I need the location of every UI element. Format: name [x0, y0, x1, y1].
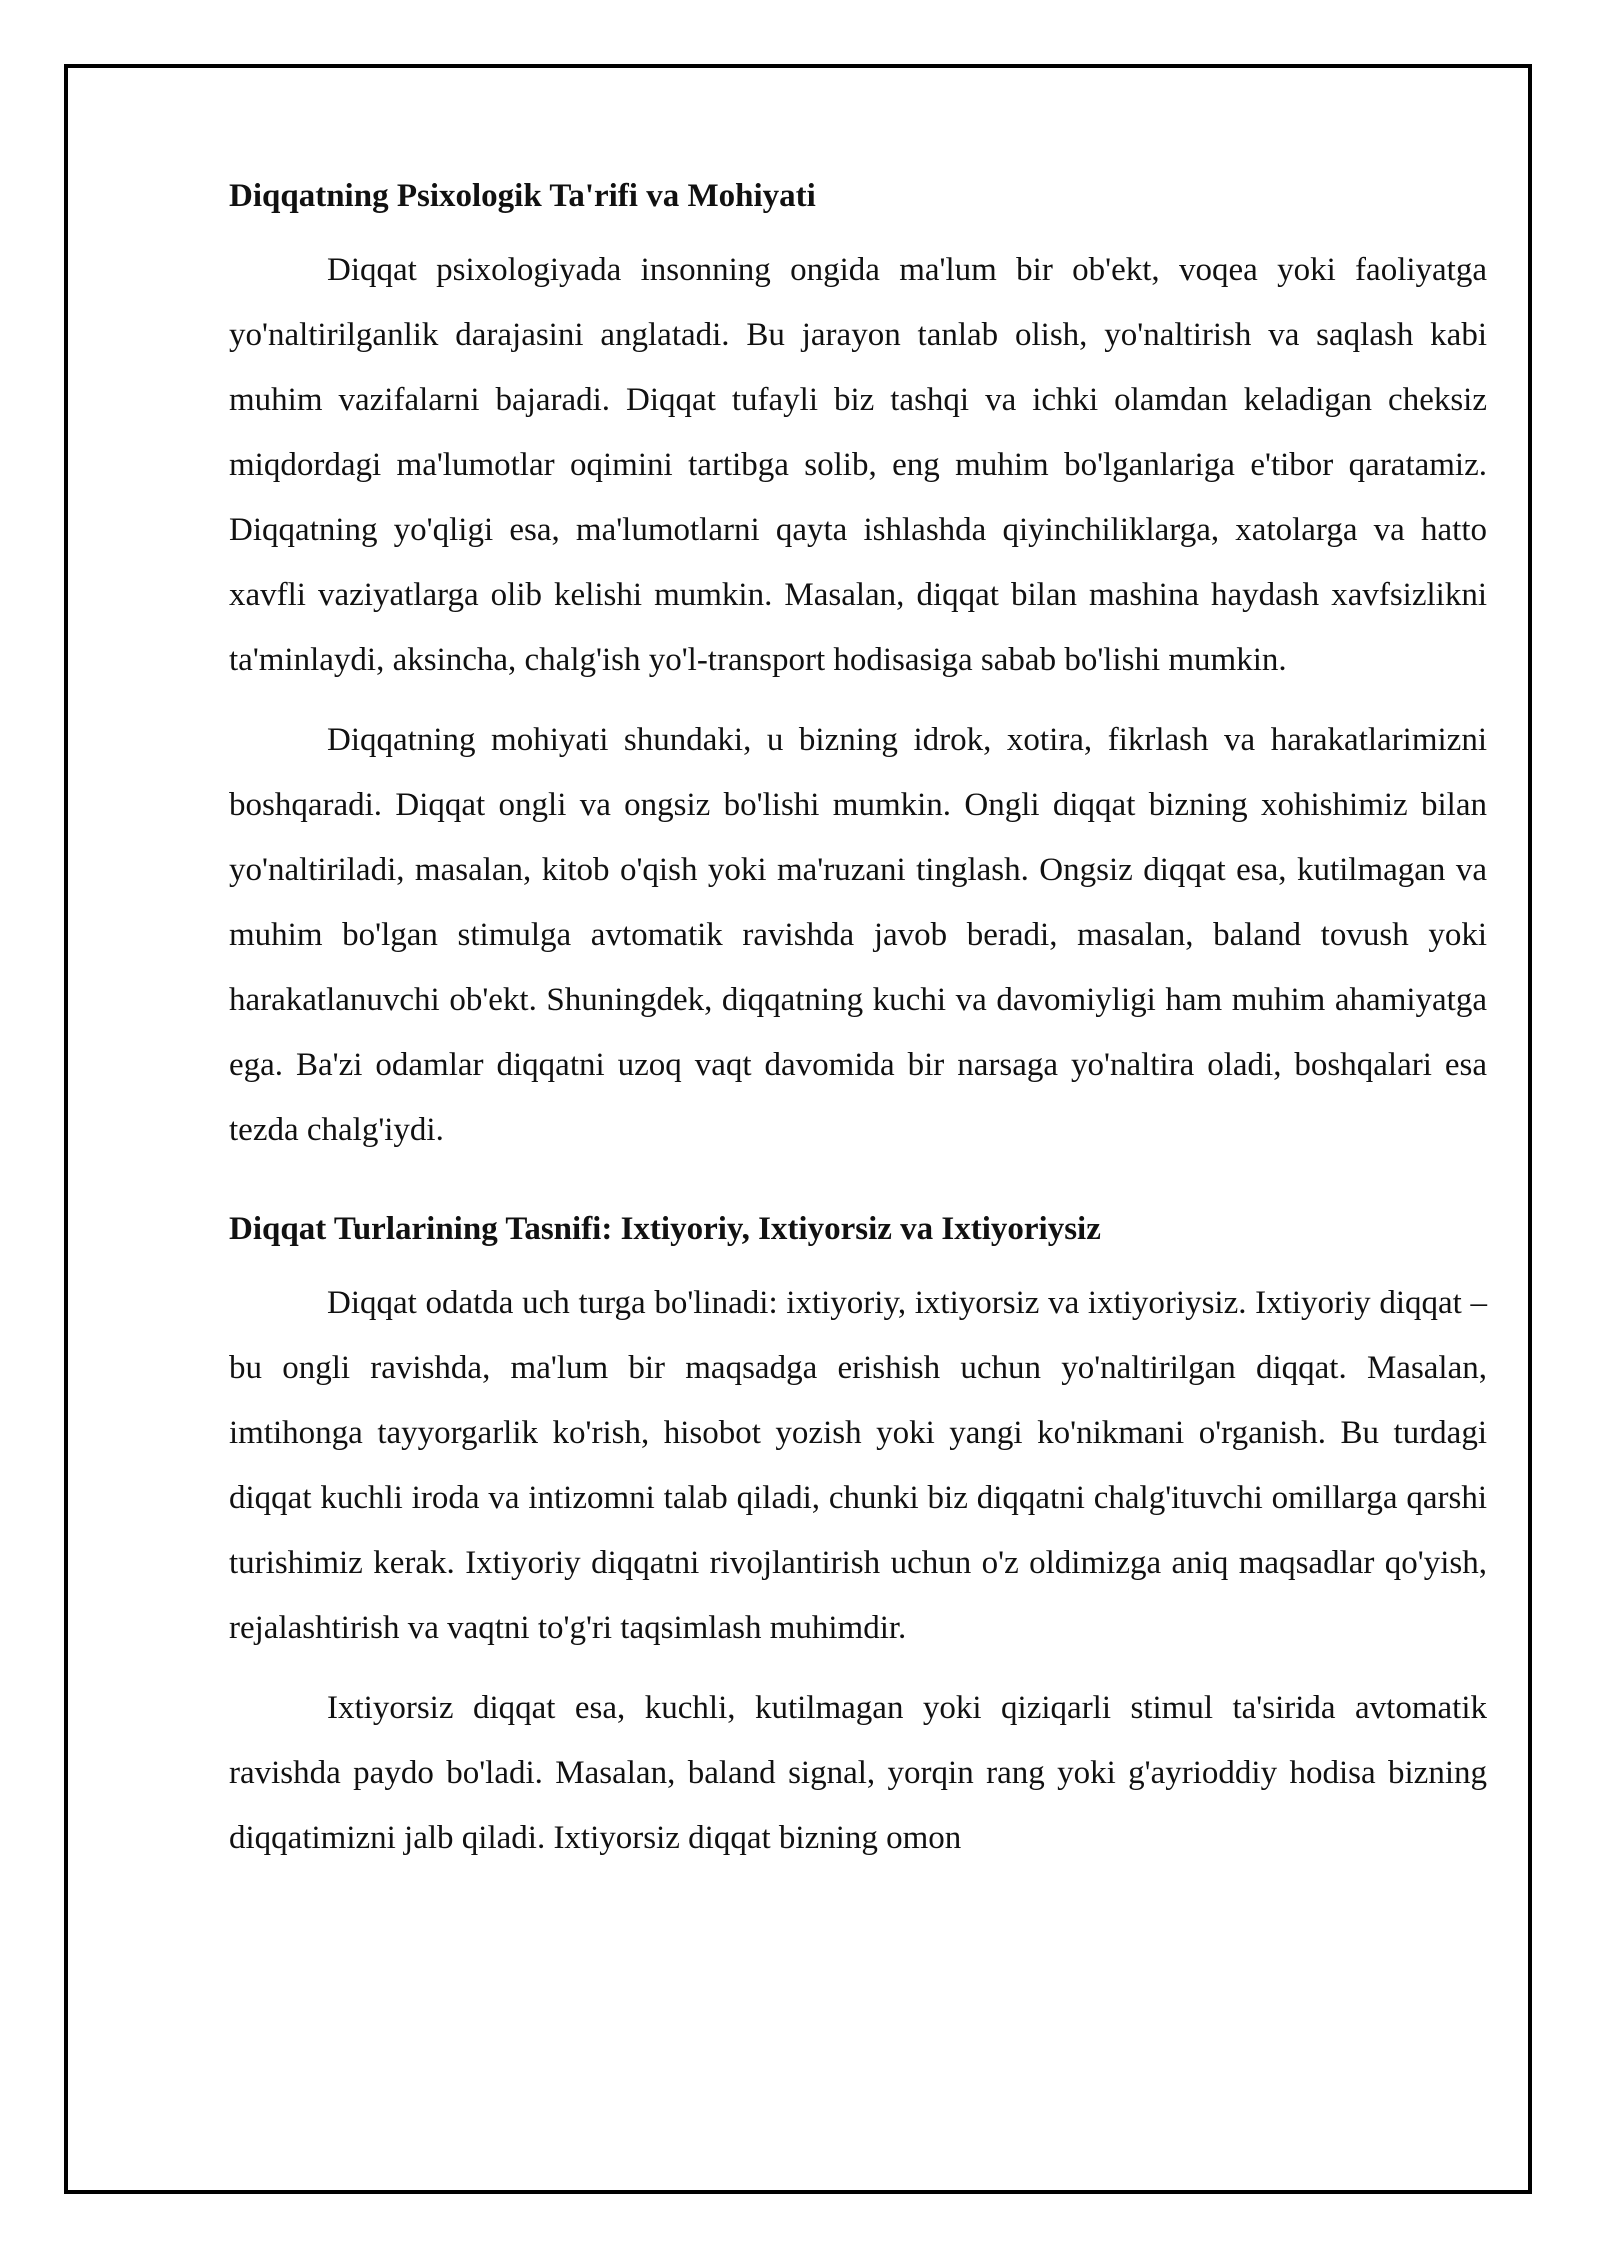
section-heading-1: Diqqatning Psixologik Ta'rifi va Mohiyati: [229, 178, 816, 214]
paragraph: Diqqat psixologiyada insonning ongida ma'lum bir ob'ekt, voqea yoki faoliyatga yo'naltirilganlik darajasini anglatadi. Bu jarayon tanlab olish, yo'naltirish va saqlash kabi muhim vazifalarni bajaradi. Diqqat tufayli biz tashqi va ichki olamdan keladigan cheksiz miqdordagi ma'lumotlar oqimini tartibga solib, eng muhim bo'lganlariga e'tibor qaratamiz. Diqqatning yo'qligi esa, ma'lumotlarni qayta ishlashda qiyinchiliklarga, xatolarga va hatto xavfli vaziyatlarga olib kelishi mumkin. Masalan, diqqat bilan mashina haydash xavfsizlikni ta'minlaydi, aksincha, chalg'ish yo'l-transport hodisasiga sabab bo'lishi mumkin.: [229, 252, 1487, 678]
paragraph: Diqqat odatda uch turga bo'linadi: ixtiyoriy, ixtiyorsiz va ixtiyoriysiz. Ixtiyoriy diqqat – bu ongli ravishda, ma'lum bir maqsadga erishish uchun yo'naltirilgan diqqat. Masalan, imtihonga tayyorgarlik ko'rish, hisobot yozish yoki yangi ko'nikmani o'rganish. Bu turdagi diqqat kuchli iroda va intizomni talab qiladi, chunki biz diqqatni chalg'ituvchi omillarga qarshi turishimiz kerak. Ixtiyoriy diqqatni rivojlantirish uchun o'z oldimizga aniq maqsadlar qo'yish, rejalashtirish va vaqtni to'g'ri taqsimlash muhimdir.: [229, 1285, 1487, 1646]
document-body: [229, 168, 1487, 1886]
paragraph: Ixtiyorsiz diqqat esa, kuchli, kutilmagan yoki qiziqarli stimul ta'sirida avtomatik ravishda paydo bo'ladi. Masalan, baland signal, yorqin rang yoki g'ayrioddiy hodisa bizning diqqatimizni jalb qiladi. Ixtiyorsiz diqqat bizning omon: [229, 1690, 1487, 1856]
paragraph: Diqqatning mohiyati shundaki, u bizning idrok, xotira, fikrlash va harakatlarimizni boshqaradi. Diqqat ongli va ongsiz bo'lishi mumkin. Ongli diqqat bizning xohishimiz bilan yo'naltiriladi, masalan, kitob o'qish yoki ma'ruzani tinglash. Ongsiz diqqat esa, kutilmagan va muhim bo'lgan stimulga avtomatik ravishda javob beradi, masalan, baland tovush yoki harakatlanuvchi ob'ekt. Shuningdek, diqqatning kuchi va davomiyligi ham muhim ahamiyatga ega. Ba'zi odamlar diqqatni uzoq vaqt davomida bir narsaga yo'naltira oladi, boshqalari esa tezda chalg'iydi.: [229, 722, 1487, 1148]
section-heading-2: Diqqat Turlarining Tasnifi: Ixtiyoriy, Ixtiyorsiz va Ixtiyoriysiz: [229, 1211, 1101, 1247]
